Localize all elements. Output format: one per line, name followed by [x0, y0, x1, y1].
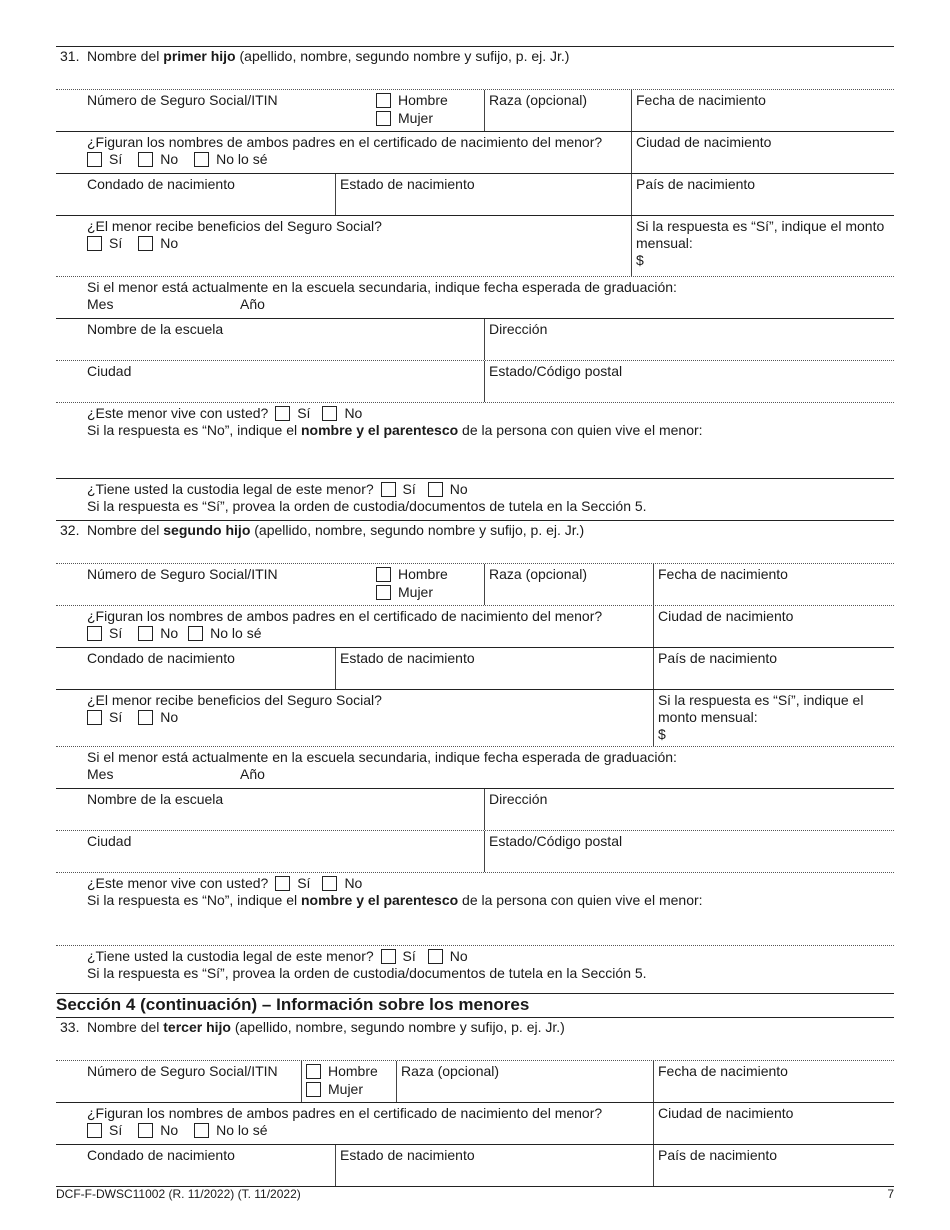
name-label-hint: (apellido, nombre, segundo nombre y sufijo, p. ej. Jr.) — [235, 48, 570, 64]
female-label: Mujer — [328, 1081, 364, 1097]
ssn-field[interactable] — [56, 564, 372, 605]
benefits-question-label: ¿El menor recibe beneficios del Seguro Social? — [87, 218, 382, 234]
no-checkbox[interactable] — [322, 876, 337, 891]
no-checkbox[interactable] — [138, 1123, 153, 1138]
no-label: No — [449, 481, 468, 497]
yes-checkbox[interactable] — [87, 1123, 102, 1138]
yes-label: Sí — [297, 405, 311, 421]
question-number: 31. — [60, 48, 80, 64]
ssn-field[interactable] — [56, 1061, 301, 1102]
birth-state-label: Estado de nacimiento — [340, 176, 475, 192]
no-label: No — [160, 1122, 179, 1138]
birth-city-field[interactable] — [653, 1103, 894, 1144]
no-label: No — [344, 875, 363, 891]
yes-checkbox[interactable] — [275, 406, 290, 421]
form-page — [56, 46, 894, 1187]
no-checkbox[interactable] — [138, 152, 153, 167]
no-label: No — [160, 235, 179, 251]
month-field[interactable]: Mes — [87, 296, 114, 312]
child-ordinal: segundo hijo — [163, 522, 251, 538]
lives-with-instructions — [87, 422, 892, 439]
dollar-sign: $ — [636, 252, 644, 268]
graduation-question — [56, 277, 894, 318]
school-address-field[interactable] — [484, 319, 894, 360]
school-city-label: Ciudad — [87, 363, 132, 379]
school-state-zip-label: Estado/Código postal — [489, 363, 623, 379]
no-label: No — [344, 405, 363, 421]
birth-city-label: Ciudad de nacimiento — [658, 608, 794, 624]
birth-state-label: Estado de nacimiento — [340, 650, 475, 666]
birth-county-label: Condado de nacimiento — [87, 650, 235, 666]
race-field[interactable] — [396, 1061, 653, 1102]
birth-state-field[interactable] — [335, 174, 631, 215]
female-checkbox[interactable] — [306, 1082, 321, 1097]
instruction-text: Si la respuesta es “No”, indique el — [87, 892, 301, 908]
lives-with-instructions — [87, 892, 892, 909]
school-address-label: Dirección — [489, 321, 548, 337]
school-state-zip-field[interactable] — [484, 361, 894, 402]
birth-country-field[interactable] — [653, 1145, 894, 1186]
male-checkbox[interactable] — [376, 93, 391, 108]
dont-know-label: No lo sé — [216, 1122, 268, 1138]
school-address-label: Dirección — [489, 791, 548, 807]
monthly-amount-label: Si la respuesta es “Sí”, indique el monto mensual: — [658, 692, 864, 725]
birth-city-field[interactable] — [653, 606, 894, 647]
no-label: No — [449, 948, 468, 964]
birth-city-field[interactable] — [631, 132, 894, 173]
birth-country-label: País de nacimiento — [636, 176, 756, 192]
birthdate-field[interactable] — [653, 564, 894, 605]
benefits-question — [56, 216, 631, 276]
school-state-zip-label: Estado/Código postal — [489, 833, 623, 849]
form-id: DCF-F-DWSC11002 (R. 11/2022) (T. 11/2022) — [56, 1187, 301, 1201]
no-label: No — [160, 151, 179, 167]
school-name-label: Nombre de la escuela — [87, 791, 224, 807]
school-address-field[interactable] — [484, 789, 894, 830]
no-checkbox[interactable] — [428, 482, 443, 497]
instruction-text: de la persona con quien vive el menor: — [458, 892, 703, 908]
birth-city-label: Ciudad de nacimiento — [636, 134, 772, 150]
question-number: 33. — [60, 1019, 80, 1035]
no-checkbox[interactable] — [138, 626, 153, 641]
name-label: Nombre del — [87, 1019, 164, 1035]
parents-question-label: ¿Figuran los nombres de ambos padres en el certificado de nacimiento del menor? — [87, 134, 603, 150]
parents-question — [56, 132, 631, 173]
no-checkbox[interactable] — [138, 236, 153, 251]
yes-label: Sí — [109, 625, 123, 641]
dont-know-label: No lo sé — [216, 151, 268, 167]
lives-with-label: ¿Este menor vive con usted? — [87, 875, 269, 891]
yes-label: Sí — [297, 875, 311, 891]
custody-instructions: Si la respuesta es “Sí”, provea la orden de custodia/documentos de tutela en la Sección 5. — [87, 965, 647, 981]
birthdate-field[interactable] — [631, 90, 894, 131]
race-label: Raza (opcional) — [489, 92, 588, 108]
race-label: Raza (opcional) — [489, 566, 588, 582]
birth-country-field[interactable] — [631, 174, 894, 215]
parents-question — [56, 1103, 653, 1144]
ssn-label: Número de Seguro Social/ITIN — [87, 566, 278, 582]
instruction-bold-text: nombre y el parentesco — [301, 422, 459, 438]
name-label-hint: (apellido, nombre, segundo nombre y sufijo, p. ej. Jr.) — [230, 1019, 565, 1035]
dont-know-checkbox[interactable] — [194, 152, 209, 167]
monthly-amount-field[interactable] — [653, 690, 894, 746]
yes-checkbox[interactable] — [381, 482, 396, 497]
school-name-field[interactable] — [56, 319, 484, 360]
ssn-label: Número de Seguro Social/ITIN — [87, 92, 278, 108]
benefits-question — [56, 690, 653, 746]
page-footer — [56, 1187, 894, 1201]
female-checkbox[interactable] — [376, 111, 391, 126]
ssn-field[interactable] — [56, 90, 372, 131]
no-checkbox[interactable] — [138, 710, 153, 725]
yes-label: Sí — [109, 709, 123, 725]
monthly-amount-field[interactable] — [631, 216, 894, 276]
month-field[interactable]: Mes — [87, 766, 114, 782]
monthly-amount-label: Si la respuesta es “Sí”, indique el monto mensual: — [636, 218, 885, 251]
male-checkbox[interactable] — [306, 1064, 321, 1079]
dollar-sign: $ — [658, 726, 666, 742]
instruction-text: Si la respuesta es “No”, indique el — [87, 422, 301, 438]
yes-checkbox[interactable] — [275, 876, 290, 891]
parents-question-label: ¿Figuran los nombres de ambos padres en el certificado de nacimiento del menor? — [87, 608, 603, 624]
custody-label: ¿Tiene usted la custodia legal de este menor? — [87, 481, 374, 497]
school-state-zip-field[interactable] — [484, 831, 894, 872]
no-label: No — [160, 625, 179, 641]
birthdate-field[interactable] — [653, 1061, 894, 1102]
child-3-name-field[interactable] — [56, 1018, 565, 1060]
no-checkbox[interactable] — [428, 949, 443, 964]
instruction-bold-text: nombre y el parentesco — [301, 892, 459, 908]
dont-know-label: No lo sé — [210, 625, 262, 641]
child-1-name-field[interactable] — [56, 47, 569, 89]
year-field[interactable]: Año — [240, 766, 265, 782]
yes-checkbox[interactable] — [87, 626, 102, 641]
race-field[interactable] — [484, 564, 653, 605]
year-field[interactable]: Año — [240, 296, 265, 312]
no-checkbox[interactable] — [322, 406, 337, 421]
school-name-label: Nombre de la escuela — [87, 321, 224, 337]
custody-question — [56, 479, 894, 520]
lives-with-question — [56, 403, 894, 478]
child-ordinal: primer hijo — [163, 48, 236, 64]
birthdate-label: Fecha de nacimiento — [636, 92, 766, 108]
female-label: Mujer — [398, 584, 434, 600]
sex-choice — [372, 564, 484, 605]
birth-country-label: País de nacimiento — [658, 1147, 778, 1163]
graduation-question-label: Si el menor está actualmente en la escuela secundaria, indique fecha esperada de graduación: — [87, 279, 677, 295]
female-checkbox[interactable] — [376, 585, 391, 600]
male-label: Hombre — [398, 566, 448, 582]
school-city-field[interactable] — [56, 831, 484, 872]
birthdate-label: Fecha de nacimiento — [658, 566, 788, 582]
sex-choice — [372, 90, 484, 131]
name-label: Nombre del — [87, 48, 164, 64]
male-checkbox[interactable] — [376, 567, 391, 582]
yes-label: Sí — [109, 235, 123, 251]
instruction-text: de la persona con quien vive el menor: — [458, 422, 703, 438]
custody-label: ¿Tiene usted la custodia legal de este menor? — [87, 948, 374, 964]
lives-with-label: ¿Este menor vive con usted? — [87, 405, 269, 421]
female-label: Mujer — [398, 110, 434, 126]
birth-country-field[interactable] — [653, 648, 894, 689]
birth-state-field[interactable] — [335, 1145, 653, 1186]
birthdate-label: Fecha de nacimiento — [658, 1063, 788, 1079]
birth-county-field[interactable] — [56, 648, 335, 689]
school-city-label: Ciudad — [87, 833, 132, 849]
section-header: Sección 4 (continuación) – Información sobre los menores — [56, 995, 530, 1014]
parents-question-label: ¿Figuran los nombres de ambos padres en el certificado de nacimiento del menor? — [87, 1105, 603, 1121]
yes-label: Sí — [402, 481, 416, 497]
birth-country-label: País de nacimiento — [658, 650, 778, 666]
race-label: Raza (opcional) — [401, 1063, 500, 1079]
yes-checkbox[interactable] — [87, 152, 102, 167]
birth-state-field[interactable] — [335, 648, 653, 689]
school-city-field[interactable] — [56, 361, 484, 402]
no-label: No — [160, 709, 179, 725]
benefits-question-label: ¿El menor recibe beneficios del Seguro Social? — [87, 692, 382, 708]
school-name-field[interactable] — [56, 789, 484, 830]
graduation-question-label: Si el menor está actualmente en la escuela secundaria, indique fecha esperada de graduación: — [87, 749, 677, 765]
yes-checkbox[interactable] — [381, 949, 396, 964]
yes-label: Sí — [109, 151, 123, 167]
yes-checkbox[interactable] — [87, 710, 102, 725]
child-ordinal: tercer hijo — [163, 1019, 231, 1035]
race-field[interactable] — [484, 90, 631, 131]
name-label: Nombre del — [87, 522, 164, 538]
sex-choice — [301, 1061, 396, 1102]
birth-state-label: Estado de nacimiento — [340, 1147, 475, 1163]
child-2-name-field[interactable] — [56, 521, 584, 563]
custody-instructions: Si la respuesta es “Sí”, provea la orden de custodia/documentos de tutela en la Sección 5. — [87, 498, 647, 514]
ssn-label: Número de Seguro Social/ITIN — [87, 1063, 278, 1079]
lives-with-question — [56, 873, 894, 945]
birth-county-field[interactable] — [56, 174, 335, 215]
graduation-question — [56, 747, 894, 788]
page-number: 7 — [887, 1187, 894, 1201]
male-label: Hombre — [328, 1063, 378, 1079]
question-number: 32. — [60, 522, 80, 538]
yes-checkbox[interactable] — [87, 236, 102, 251]
male-label: Hombre — [398, 92, 448, 108]
dont-know-checkbox[interactable] — [188, 626, 203, 641]
dont-know-checkbox[interactable] — [194, 1123, 209, 1138]
name-label-hint: (apellido, nombre, segundo nombre y sufijo, p. ej. Jr.) — [250, 522, 585, 538]
birth-city-label: Ciudad de nacimiento — [658, 1105, 794, 1121]
birth-county-field[interactable] — [56, 1145, 335, 1186]
yes-label: Sí — [109, 1122, 123, 1138]
parents-question — [56, 606, 653, 647]
birth-county-label: Condado de nacimiento — [87, 1147, 235, 1163]
custody-question — [56, 946, 894, 993]
birth-county-label: Condado de nacimiento — [87, 176, 235, 192]
yes-label: Sí — [402, 948, 416, 964]
